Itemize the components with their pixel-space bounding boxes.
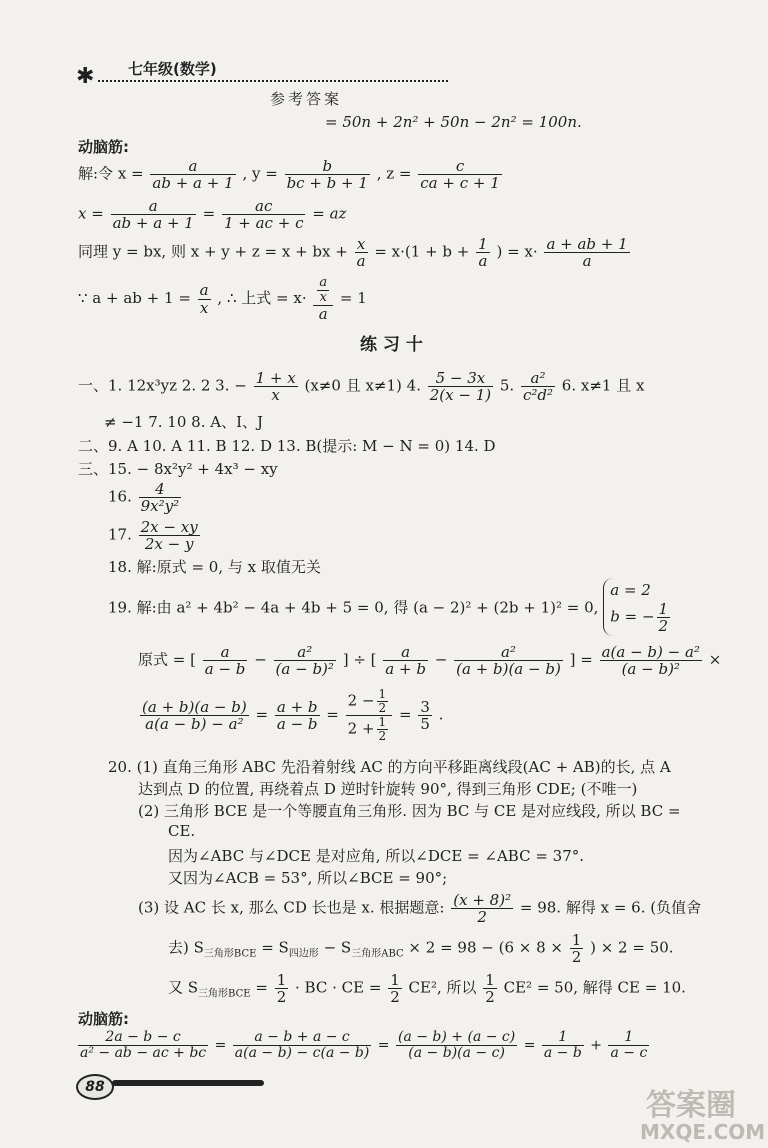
q20-p3a	[138, 892, 701, 925]
text: x =	[78, 204, 104, 223]
fraction: $\frac{a - b + a - c}{a(a - b) - c(a - b)}$	[234, 1029, 370, 1062]
text: ] ÷ [	[342, 650, 377, 669]
text: = 98. 解得 x = 6. (负值舍	[519, 898, 702, 917]
q20-p1b: 达到点 D 的位置, 再绕着点 D 逆时针旋转 90°, 得到三角形 CDE; (不唯一)	[138, 780, 638, 798]
text: CE² = 50, 解得 CE = 10.	[503, 978, 686, 997]
text: , y =	[242, 164, 278, 183]
fraction: $\frac{a}{ab + a + 1}$	[112, 197, 194, 233]
text: , ∴ 上式 = x·	[217, 289, 307, 308]
fraction: $\frac{a}{x}$	[199, 281, 209, 317]
text: =	[523, 1037, 536, 1054]
text: (x≠0 且 x≠1) 4.	[304, 376, 421, 395]
book-title: 七年级(数学)	[128, 60, 217, 78]
text: × 2 = 98 − (6 × 8 ×	[408, 938, 563, 957]
text: +	[590, 1037, 603, 1054]
q20-p2b: CE.	[168, 822, 196, 840]
brain2-equation	[76, 1030, 651, 1061]
text: 去) S	[168, 938, 204, 957]
text: 5.	[499, 376, 515, 395]
fraction: $\frac{ac}{1 + ac + c}$	[223, 197, 304, 233]
text: 17.	[108, 525, 132, 544]
q20-p2a: (2) 三角形 BCE 是一个等腰直角三角形. 因为 BC 与 CE 是对应线段, 所以 BC =	[138, 802, 681, 820]
compound-fraction: $\frac{\frac{a}{x}}{a}$	[313, 276, 333, 322]
fraction: $\frac{2a - b - c}{\text{a² − ab − ac + bc}}$	[80, 1029, 207, 1062]
q1-line1	[78, 370, 644, 403]
text: ] =	[569, 650, 593, 669]
solution-brace: a = 2 b = − $\frac{1}{2}$	[603, 578, 678, 636]
text: 6. x≠1 且 x	[561, 376, 645, 395]
fraction: $\frac{(a - b) + (a - c)}{(a - b)(a - c)}$	[397, 1029, 516, 1062]
fraction: $\frac{1}{a}$	[478, 235, 488, 271]
text: = az	[312, 204, 347, 223]
fraction: $\frac{a}{a + b}$	[385, 643, 426, 679]
watermark-url: MXQE.COM	[640, 1120, 766, 1144]
compound-fraction: 2 − $\frac{1}{2}$ 2 + $\frac{1}{2}$	[346, 688, 393, 743]
text: =	[377, 1037, 390, 1054]
text: =	[398, 705, 412, 724]
page-subtitle: 参考答案	[270, 90, 343, 108]
subscript: 三角形BCE	[198, 988, 251, 1000]
text: − S	[323, 938, 352, 957]
text: 原式 = [	[138, 650, 196, 669]
text: 解:令 x =	[78, 164, 144, 183]
text: .	[438, 705, 444, 724]
text: −	[254, 650, 267, 669]
subscript: 四边形	[288, 948, 319, 960]
text: · BC · CE =	[295, 978, 382, 997]
fraction: $\frac{\text{a²}}{\text{(a − b)²}}$	[275, 643, 334, 679]
text: , z =	[376, 164, 412, 183]
text: 同理 y = bx, 则 x + y + z = x + bx +	[78, 242, 348, 261]
q19-line3	[138, 688, 443, 743]
fraction: $\frac{c}{ca + c + 1}$	[420, 157, 500, 193]
fraction: $\frac{1}{2}$	[485, 971, 495, 1007]
watermark-logo: 答案圈	[646, 1088, 736, 1123]
q20-p2c: 因为∠ABC 与∠DCE 是对应角, 所以∠DCE = ∠ABC = 37°.	[168, 847, 585, 865]
fraction: $\frac{1}{2}$	[390, 971, 400, 1007]
text: CE², 所以	[408, 978, 477, 997]
text: = 1	[339, 289, 367, 308]
fraction: $\frac{(a + b)(a - b)}{\text{a(a − b) − a²}}$	[142, 697, 247, 733]
q20-p1a: 20. (1) 直角三角形 ABC 先沿着射线 AC 的方向平移距离线段(AC + AB)的长, 点 A	[108, 758, 671, 776]
page-number: 88	[85, 1079, 105, 1095]
q16-line	[108, 481, 183, 514]
text: =	[214, 1037, 227, 1054]
q15-line: 三、15. − 8x²y² + 4x³ − xy	[78, 460, 278, 478]
text: =	[255, 705, 269, 724]
page-number-badge	[76, 1074, 114, 1100]
text: =	[326, 705, 339, 724]
text: 19. 解:由 a² + 4b² − 4a + 4b + 5 = 0, 得 (a − 2)² + (2b + 1)² = 0,	[108, 598, 599, 617]
fraction: $\frac{5 - 3x}{2(x - 1)}$	[429, 369, 492, 405]
fraction: $\frac{1 + x}{x}$	[255, 369, 296, 405]
q2-line: 二、9. A 10. A 11. B 12. D 13. B(提示: M − N = 0) 14. D	[78, 437, 496, 455]
text: ×	[708, 650, 722, 669]
fraction: $\frac{1}{a - c}$	[610, 1029, 648, 1062]
text: = x·(1 + b +	[374, 242, 470, 261]
q20-p3b	[168, 932, 674, 965]
q20-p2d: 又因为∠ACB = 53°, 所以∠BCE = 90°;	[168, 869, 448, 887]
q19-line1	[108, 578, 678, 636]
brain1-line4	[78, 276, 367, 322]
fraction: $\frac{b}{bc + b + 1}$	[286, 157, 368, 193]
text: −	[434, 650, 448, 669]
section-title: 练 习 十	[360, 335, 423, 355]
header-star-icon: ✱	[76, 64, 95, 89]
text: =	[255, 978, 268, 997]
footer-rule	[112, 1080, 264, 1086]
subscript: 三角形BCE	[203, 948, 257, 960]
brain1-line3	[78, 236, 632, 269]
fraction: $\frac{a}{ab + a + 1}$	[152, 157, 234, 193]
fraction: $\frac{3}{5}$	[420, 697, 430, 733]
text: ) = x·	[496, 242, 538, 261]
fraction: $\frac{a + ab + 1}{a}$	[546, 235, 628, 271]
fraction: $\frac{1}{a - b}$	[543, 1029, 582, 1062]
text: ∵ a + ab + 1 =	[78, 289, 191, 308]
top-equation: = 50n + 2n² + 50n − 2n² = 100n.	[325, 113, 582, 131]
fraction: $\frac{\text{(x + 8)²}}{2}$	[453, 891, 512, 927]
fraction: $\frac{1}{2}$	[571, 931, 582, 967]
text: 一、1. 12x³yz 2. 2 3. −	[78, 376, 247, 395]
q18-line: 18. 解:原式 = 0, 与 x 取值无关	[108, 558, 321, 576]
brain1-title: 动脑筋:	[78, 138, 129, 156]
fraction: $\frac{1}{2}$	[276, 971, 287, 1007]
brain2-title: 动脑筋:	[78, 1010, 129, 1028]
fraction: $\frac{\text{a²}}{(a + b)(a - b)}$	[456, 643, 561, 679]
text: = S	[261, 938, 289, 957]
header-rule	[98, 80, 448, 82]
subscript: 三角形ABC	[351, 948, 404, 960]
fraction: $\frac{x}{a}$	[356, 235, 366, 271]
brain1-line1	[78, 158, 504, 191]
q17-line	[108, 519, 202, 552]
text: (3) 设 AC 长 x, 那么 CD 长也是 x. 根据题意:	[138, 898, 445, 917]
text: 又 S	[168, 978, 199, 997]
fraction: $\frac{\text{a²}}{\text{c²d²}}$	[522, 369, 554, 405]
q1-line2: ≠ −1 7. 10 8. A、I、J	[104, 413, 264, 431]
fraction: $\frac{\text{a(a − b) − a²}}{\text{(a − b)²}}$	[601, 643, 700, 679]
text: ) × 2 = 50.	[590, 938, 674, 957]
q19-line2	[138, 644, 721, 677]
fraction: $\frac{a}{a - b}$	[204, 643, 246, 679]
q20-p3c	[168, 972, 686, 1005]
text: =	[202, 204, 216, 223]
fraction: $\frac{a + b}{a - b}$	[276, 697, 318, 733]
fraction: $\frac{4}{\text{9x²y²}}$	[140, 480, 180, 516]
brain1-line2	[78, 198, 346, 231]
fraction: $\frac{2x - xy}{2x - y}$	[140, 518, 198, 554]
text: 16.	[108, 487, 132, 506]
